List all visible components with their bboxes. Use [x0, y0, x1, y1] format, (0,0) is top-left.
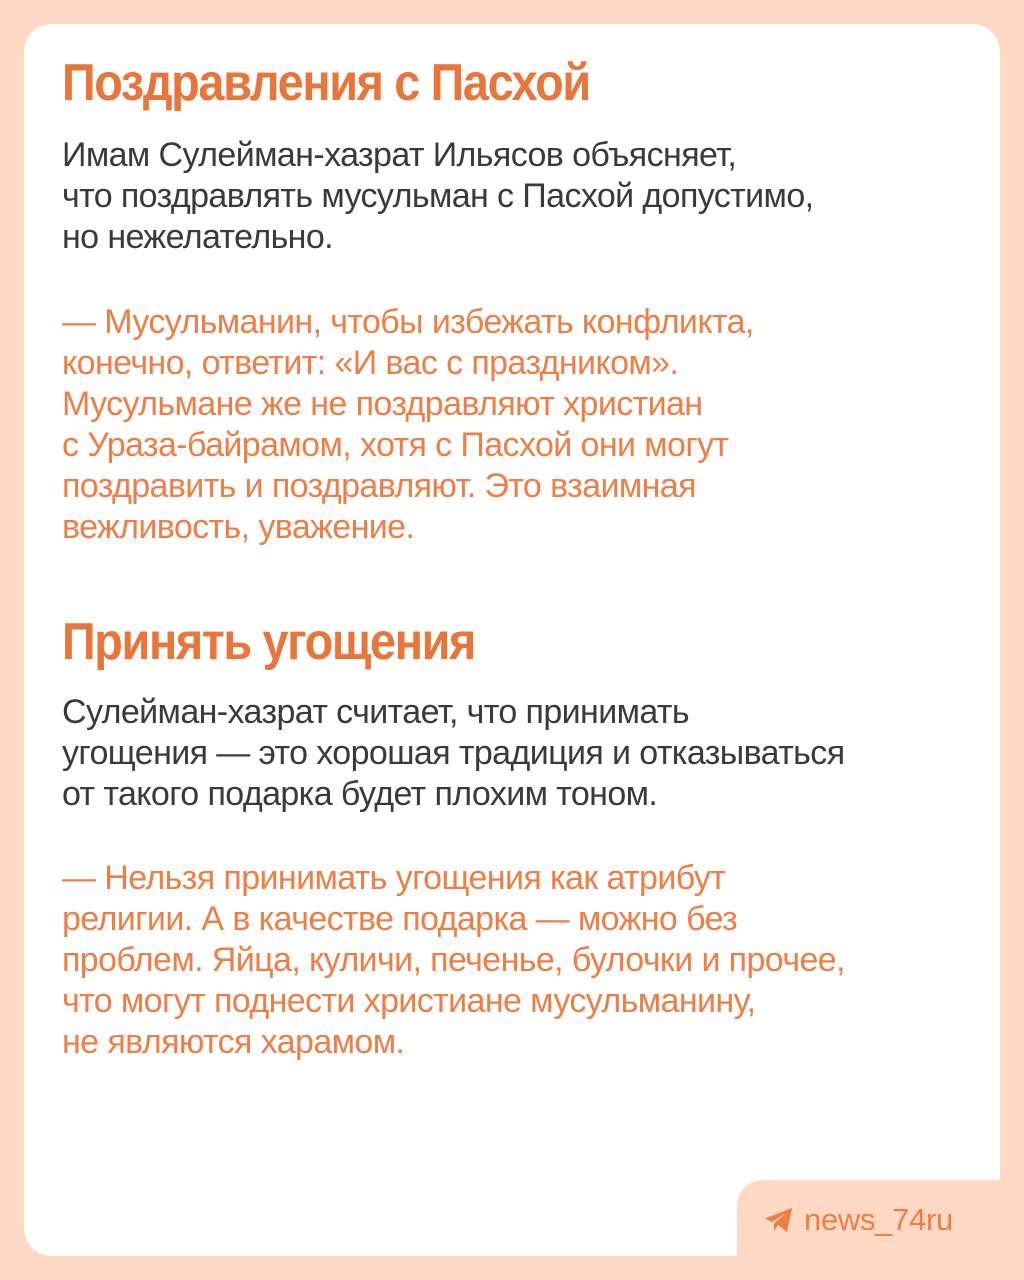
section-intro-easter-greetings: Имам Сулейман-хазрат Ильясов объясняет, что поздравлять мусульман с Пасхой допустимо, но нежелательно.: [62, 136, 814, 256]
quote-easter-greetings: — Мусульманин, чтобы избежать конфликта, конечно, ответит: «И вас с праздником». Мусульмане же не поздравляют христиан с Ураза-байрамом, хотя с Пасхой они могут поздравить и поздравляют. Это взаимная вежливость, уважение.: [62, 303, 754, 546]
telegram-icon: [764, 1207, 794, 1233]
section-title-easter-greetings: Поздравления с Пасхой: [62, 54, 590, 112]
telegram-channel-link[interactable]: [764, 1198, 953, 1242]
section-title-accept-treats: Принять угощения: [62, 613, 476, 671]
section-intro-accept-treats: Сулейман-хазрат считает, что принимать угощения — это хорошая традиция и отказываться от такого подарка будет плохим тоном.: [62, 693, 845, 813]
channel-handle: news_74ru: [804, 1202, 953, 1237]
quote-accept-treats: — Нельзя принимать угощения как атрибут религии. А в качестве подарка — можно без проблем. Яйца, куличи, печенье, булочки и прочее, что могут поднести христиане мусульманину, не являются харамом.: [62, 859, 845, 1061]
